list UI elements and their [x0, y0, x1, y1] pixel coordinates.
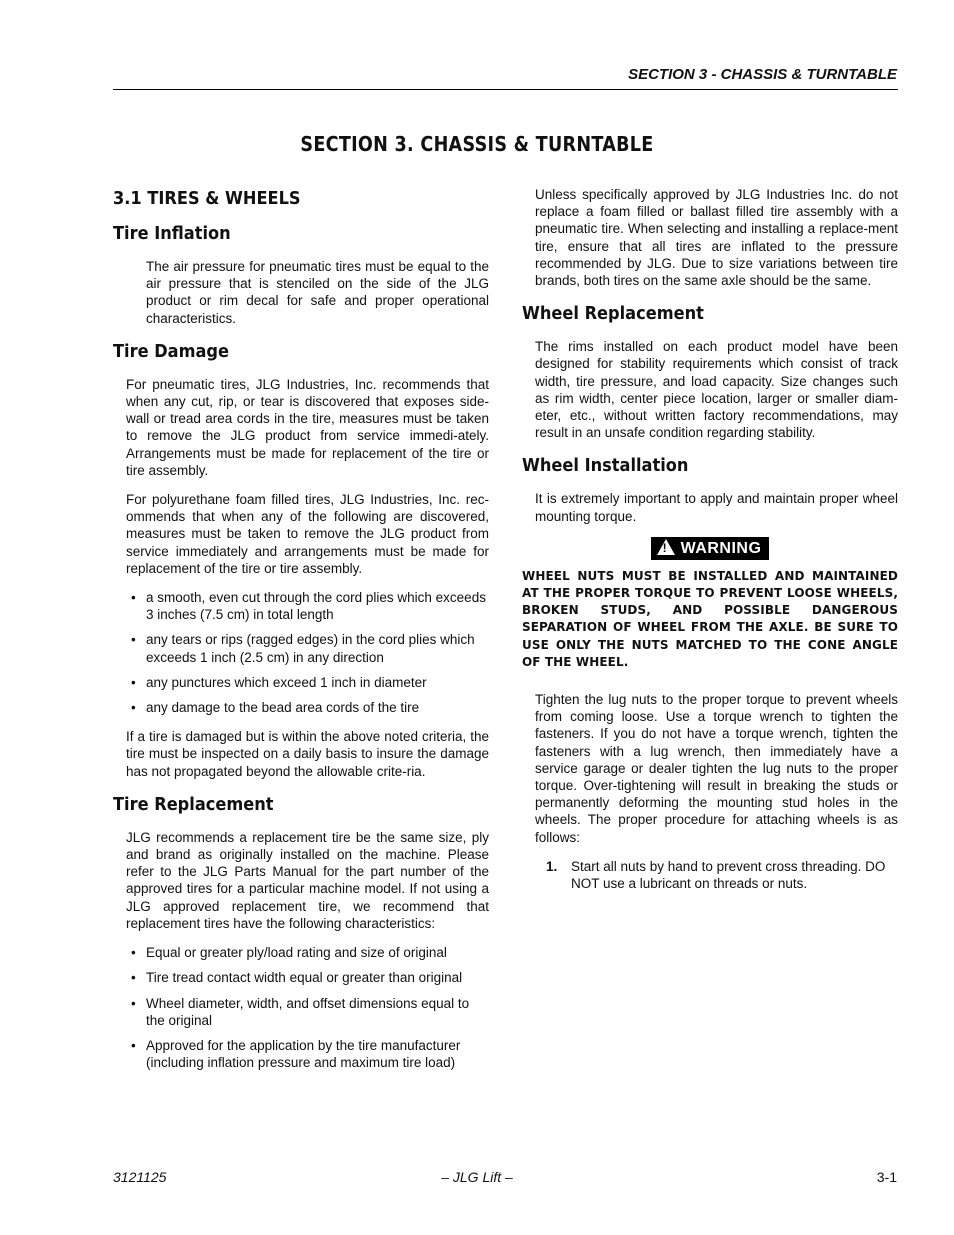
- warning-block: [522, 537, 898, 560]
- footer-brand: – JLG Lift –: [441, 1169, 513, 1185]
- doc-number: 3121125: [113, 1169, 167, 1185]
- list-item: • any tears or rips (ragged edges) in the cord plies which exceeds 1 inch (2.5 cm) in any direction: [126, 631, 489, 665]
- tire-replacement-paragraph-2: Unless specifically approved by JLG Industries Inc. do not replace a foam filled or ballast filled tire assembly with a pneumatic tire. When selecting and installing a replace-ment tire, ensure that all tires are inflated to the pressure recommended by JLG. Due to size variations between tire brands, both tires on the same axle should be the same.: [535, 187, 898, 289]
- right-column: [522, 186, 898, 892]
- warning-badge: [651, 537, 770, 560]
- running-header: SECTION 3 - CHASSIS & TURNTABLE: [628, 66, 897, 83]
- header-divider: [113, 89, 898, 90]
- warning-label: WARNING: [680, 539, 762, 557]
- tire-inflation-text: The air pressure for pneumatic tires must be equal to the air pressure that is stenciled on the side of the JLG product or rim decal for safe and proper operational characteristics.: [146, 259, 489, 326]
- tire-damage-paragraph-1: For pneumatic tires, JLG Industries, Inc. recommends that when any cut, rip, or tear is discovered that exposes side-wall or tread area cords in the tire, measures must be taken to remove the JLG product from service immedi-ately. Arrangements must be made for replacement of the tire or tire assembly.: [126, 376, 489, 478]
- page-number: 3-1: [876, 1169, 897, 1185]
- step-number: 1.: [546, 858, 558, 874]
- warning-triangle-icon: !: [657, 539, 675, 555]
- step-item: [546, 858, 898, 892]
- warning-text: WHEEL NUTS MUST BE INSTALLED AND MAINTAINED AT THE PROPER TORQUE TO PREVENT LOOSE WHEELS, BROKEN STUDS, AND POSSIBLE DANGEROUS SEPARATION OF WHEEL FROM THE AXLE. BE SURE TO USE ONLY THE NUTS MATCHED TO THE CONE ANGLE OF THE WHEEL.: [522, 568, 898, 669]
- wheel-installation-text: Tighten the lug nuts to the proper torque to prevent wheels from coming loose. Use a torque wrench to tighten the fasteners. If you do not have a torque wrench, tighten the fasteners with a lug wrench, then immediately have a service garage or dealer tighten the lug nuts to the proper torque. Over-tightening will result in breaking the studs or permanently deforming the mounting stud holes in the wheels. The proper procedure for attaching wheels is as follows:: [535, 692, 898, 845]
- replacement-characteristics-list: [126, 944, 489, 1071]
- section-title: SECTION 3. CHASSIS & TURNTABLE: [300, 132, 654, 156]
- wheel-replacement-heading: Wheel Replacement: [522, 303, 704, 325]
- tire-damage-paragraph-3: If a tire is damaged but is within the above noted criteria, the tire must be inspected on a daily basis to insure the damage has not propagated beyond the allowable crite-ria.: [126, 729, 489, 779]
- tire-damage-heading: Tire Damage: [113, 340, 230, 362]
- tire-inflation-heading: Tire Inflation: [113, 223, 231, 244]
- wheel-replacement-text: The rims installed on each product model have been designed for stability requirements which consist of track width, tire pressure, and load capacity. Size changes such as rim width, center piece location, larger or smaller diam-eter, etc., without written factory recommendations, may result in an unsafe condition regarding stability.: [535, 339, 898, 441]
- left-column: [113, 186, 489, 1083]
- tire-damage-criteria-list: [126, 589, 489, 716]
- list-item: • Equal or greater ply/load rating and size of original: [126, 944, 489, 961]
- wheel-installation-intro: It is extremely important to apply and maintain proper wheel mounting torque.: [535, 491, 898, 524]
- tire-replacement-heading: Tire Replacement: [113, 793, 274, 815]
- tire-damage-paragraph-2: For polyurethane foam filled tires, JLG Industries, Inc. rec-ommends that when any of the following are discovered, measures must be taken to remove the JLG product from service immediately and arrangements must be made for replacement of the tire or tire assembly.: [126, 492, 489, 576]
- step-text: Start all nuts by hand to prevent cross threading. DO NOT use a lubricant on threads or nuts.: [571, 858, 886, 892]
- list-item: • Tire tread contact width equal or greater than original: [126, 969, 489, 986]
- tire-replacement-paragraph-1: JLG recommends a replacement tire be the same size, ply and brand as originally installed on the machine. Please refer to the JLG Parts Manual for the part number of the approved tires for a particular machine model. If not using a JLG approved replacement tire, we recommend that replacement tires have the following characteristics:: [126, 829, 489, 931]
- installation-steps: [546, 858, 898, 892]
- list-item: • any damage to the bead area cords of the tire: [126, 699, 489, 716]
- list-item: • Wheel diameter, width, and offset dimensions equal to the original: [126, 995, 489, 1029]
- list-item: • a smooth, even cut through the cord plies which exceeds 3 inches (7.5 cm) in total length: [126, 589, 489, 623]
- subsection-title: 3.1 TIRES & WHEELS: [113, 188, 301, 209]
- wheel-installation-heading: Wheel Installation: [522, 455, 689, 477]
- list-item: • any punctures which exceed 1 inch in diameter: [126, 674, 489, 691]
- list-item: • Approved for the application by the tire manufacturer (including inflation pressure and maximum tire load): [126, 1037, 489, 1071]
